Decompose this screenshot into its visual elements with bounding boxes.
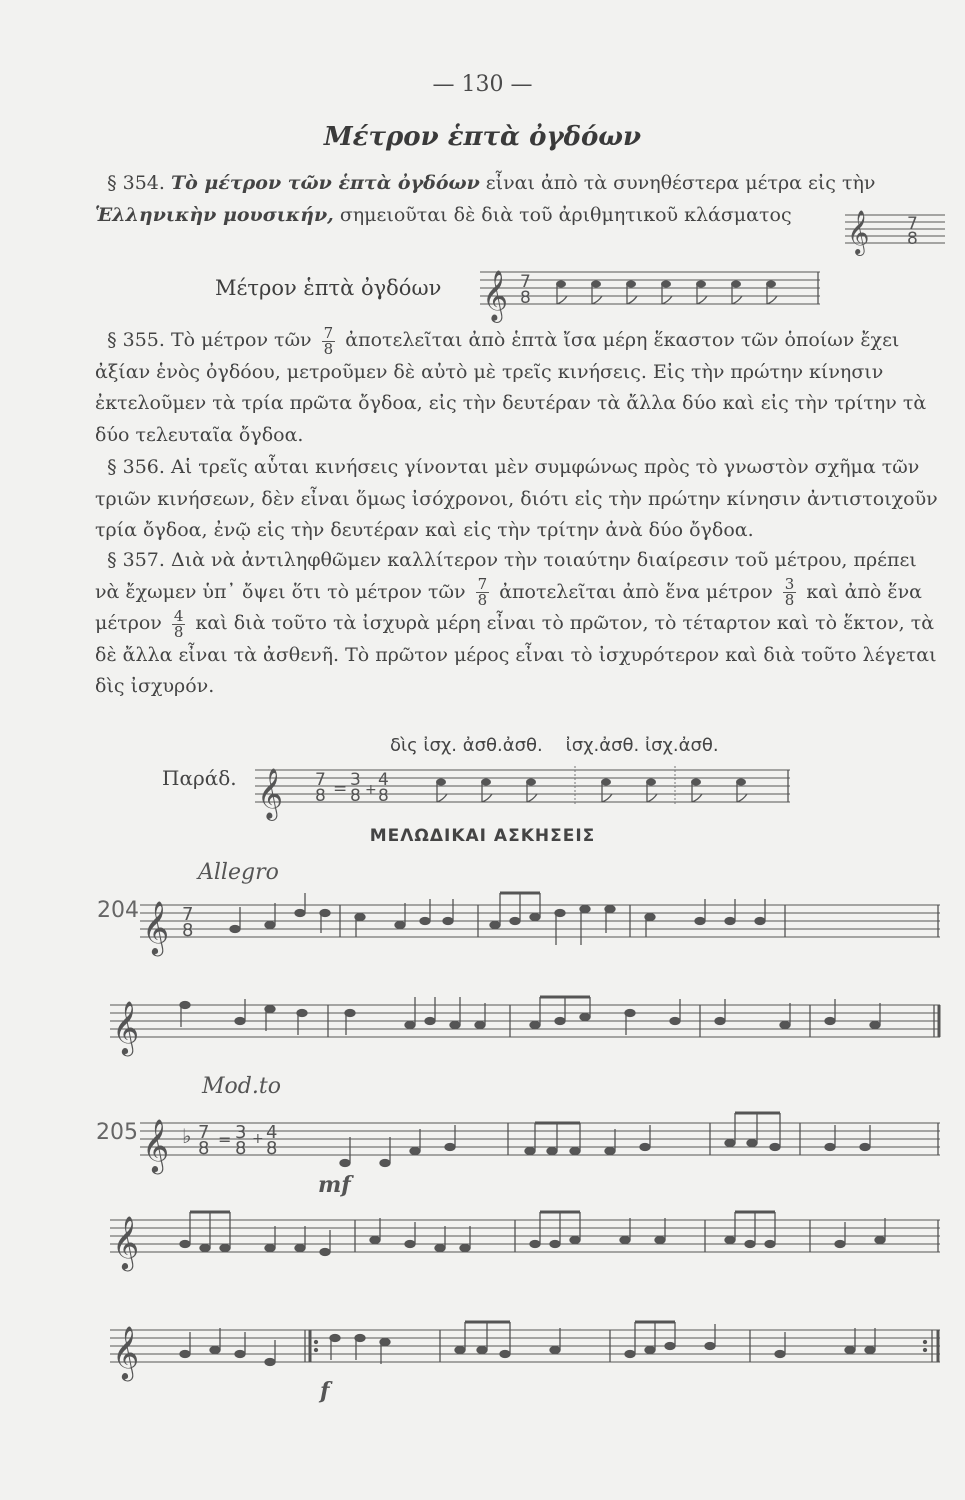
svg-text:+: + (365, 782, 377, 798)
section-title: Μέτρον ἑπτὰ ὀγδόων (323, 122, 642, 152)
svg-text:3: 3 (350, 770, 361, 790)
staff-204-line1 (140, 885, 945, 955)
svg-text:𝄞: 𝄞 (112, 1000, 140, 1054)
paragraph-354-lead: Τὸ μέτρον τῶν ἑπτὰ ὀγδόων (171, 172, 480, 194)
svg-text:4: 4 (266, 1122, 278, 1143)
example-staff (255, 758, 795, 818)
time-sig-num: 7 (907, 214, 918, 234)
svg-text:4: 4 (378, 770, 389, 790)
page-number: — 130 — (432, 72, 533, 97)
svg-text:7: 7 (315, 770, 326, 790)
svg-text:8: 8 (182, 920, 194, 941)
svg-text:𝄞: 𝄞 (257, 768, 284, 819)
paragraph-356: § 356. Αἱ τρεῖς αὗται κινήσεις γίνονται μὲν συμφώνως πρὸς τὸ γνωστὸν σχῆμα τῶν τριῶν κινήσεων, δὲν εἶναι ὅμως ἰσόχρονοι, διότι εἰς τὴν πρώτην κίνησιν ἀντιστοιχοῦν τρία ὄγδοα, ἐνῷ εἰς τὴν δευτέραν καὶ εἰς τὴν τρίτην ἀνὰ δύο ὄγδοα. (95, 456, 938, 541)
paragraph-357: § 357. Διὰ νὰ ἀντιληφθῶμεν καλλίτερον τὴν τοιαύτην διαίρεσιν τοῦ μέτρου, πρέπει νὰ ἔχωμεν ὑπ᾽ ὄψει ὅτι τὸ μέτρον τῶν $\frac{7}{8}$ ἀποτελεῖται ἀπὸ ἕνα μέτρον $\frac{3}{8}$ καὶ ἀπὸ ἕνα μέτρον $\frac{4}{8}$ καὶ διὰ τοῦτο τὰ ἰσχυρὰ μέρη εἶναι τὸ πρῶτον, τὸ τέταρτον καὶ τὸ ἕκτον, τὰ δὲ ἄλλα εἶναι τὰ ἀσθενῆ. Τὸ πρῶτον μέρος εἶναι τὸ ἰσχυρότερον καὶ διὰ τοῦτο λέγεται δὶς ἰσχυρόν. (95, 549, 937, 697)
paragraph-355: § 355. Τὸ μέτρον τῶν $\frac{7}{8}$ ἀποτελεῖται ἀπὸ ἑπτὰ ἴσα μέρη ἕκαστον τῶν ὁποίων ἔχει ἀξίαν ἑνὸς ὀγδόου, μετροῦμεν δὲ αὐτὸ μὲ τρεῖς κινήσεις. Εἰς τὴν πρώτην κίνησιν ἐκτελοῦμεν τὰ τρία πρῶτα ὄγδοα, εἰς τὴν δευτέραν τὰ ἄλλα δύο καὶ εἰς τὴν τρίτην τὰ δύο τελευταῖα ὄγδοα. (95, 323, 927, 446)
dynamic-f: f (320, 1378, 330, 1404)
exercise-number-205: 205 (96, 1120, 138, 1145)
svg-text:=: = (333, 779, 348, 799)
svg-text:𝄞: 𝄞 (482, 270, 509, 321)
tempo-marking-205: Mod.to (202, 1074, 281, 1099)
svg-text:8: 8 (266, 1138, 278, 1159)
time-sig-den: 8 (907, 229, 918, 249)
svg-text:=: = (218, 1130, 232, 1149)
svg-text:𝄞: 𝄞 (142, 900, 170, 954)
staff-205-line2 (110, 1200, 945, 1275)
accent-labels: δὶς ἰσχ. ἀσθ.ἀσθ. ἰσχ.ἀσθ. ἰσχ.ἀσθ. (390, 735, 719, 756)
fraction-7-8: $\frac{7}{8}$ (323, 323, 334, 358)
meter-staff (480, 260, 825, 320)
svg-text:+: + (252, 1131, 264, 1147)
staff-205-last-line (110, 1310, 945, 1385)
svg-text:8: 8 (520, 288, 531, 308)
svg-text:♭: ♭ (182, 1124, 192, 1148)
svg-text:7: 7 (182, 904, 194, 925)
paragraph-354: § 354. Τὸ μέτρον τῶν ἑπτὰ ὀγδόων εἶναι ἀπὸ τὰ συνηθέστερα μέτρα εἰς τὴν Ἑλληνικὴν μουσικήν, σημειοῦται δὲ διὰ τοῦ ἀριθμητικοῦ κλάσματος (95, 172, 876, 226)
example-label: Παράδ. (162, 766, 237, 790)
svg-text:7: 7 (198, 1122, 210, 1143)
staff-205-line1 (140, 1103, 945, 1178)
svg-text:𝄞: 𝄞 (112, 1215, 140, 1269)
svg-text:3: 3 (235, 1122, 247, 1143)
svg-text:8: 8 (378, 786, 389, 806)
exercise-number-204: 204 (97, 898, 139, 923)
staff-204-line2 (110, 985, 945, 1060)
svg-text:8: 8 (198, 1138, 210, 1159)
tempo-marking-204: Allegro (198, 860, 279, 885)
svg-text:𝄞: 𝄞 (112, 1325, 140, 1379)
time-signature-staff-small (845, 205, 945, 255)
dynamic-mf: mf (318, 1172, 351, 1198)
svg-text:7: 7 (520, 272, 531, 292)
meter-label: Μέτρον ἑπτὰ ὀγδόων (215, 276, 442, 300)
svg-text:8: 8 (350, 786, 361, 806)
exercises-heading: ΜΕΛΩΔΙΚΑΙ ΑΣΚΗΣΕΙΣ (369, 826, 596, 846)
paragraph-354-lead2: Ἑλληνικὴν μουσικήν, (95, 203, 334, 226)
svg-text:𝄞: 𝄞 (142, 1118, 170, 1172)
svg-text:8: 8 (315, 786, 326, 806)
paragraph-354-number: § 354. (107, 172, 165, 194)
svg-text:8: 8 (235, 1138, 247, 1159)
svg-text:𝄞: 𝄞 (847, 210, 870, 254)
